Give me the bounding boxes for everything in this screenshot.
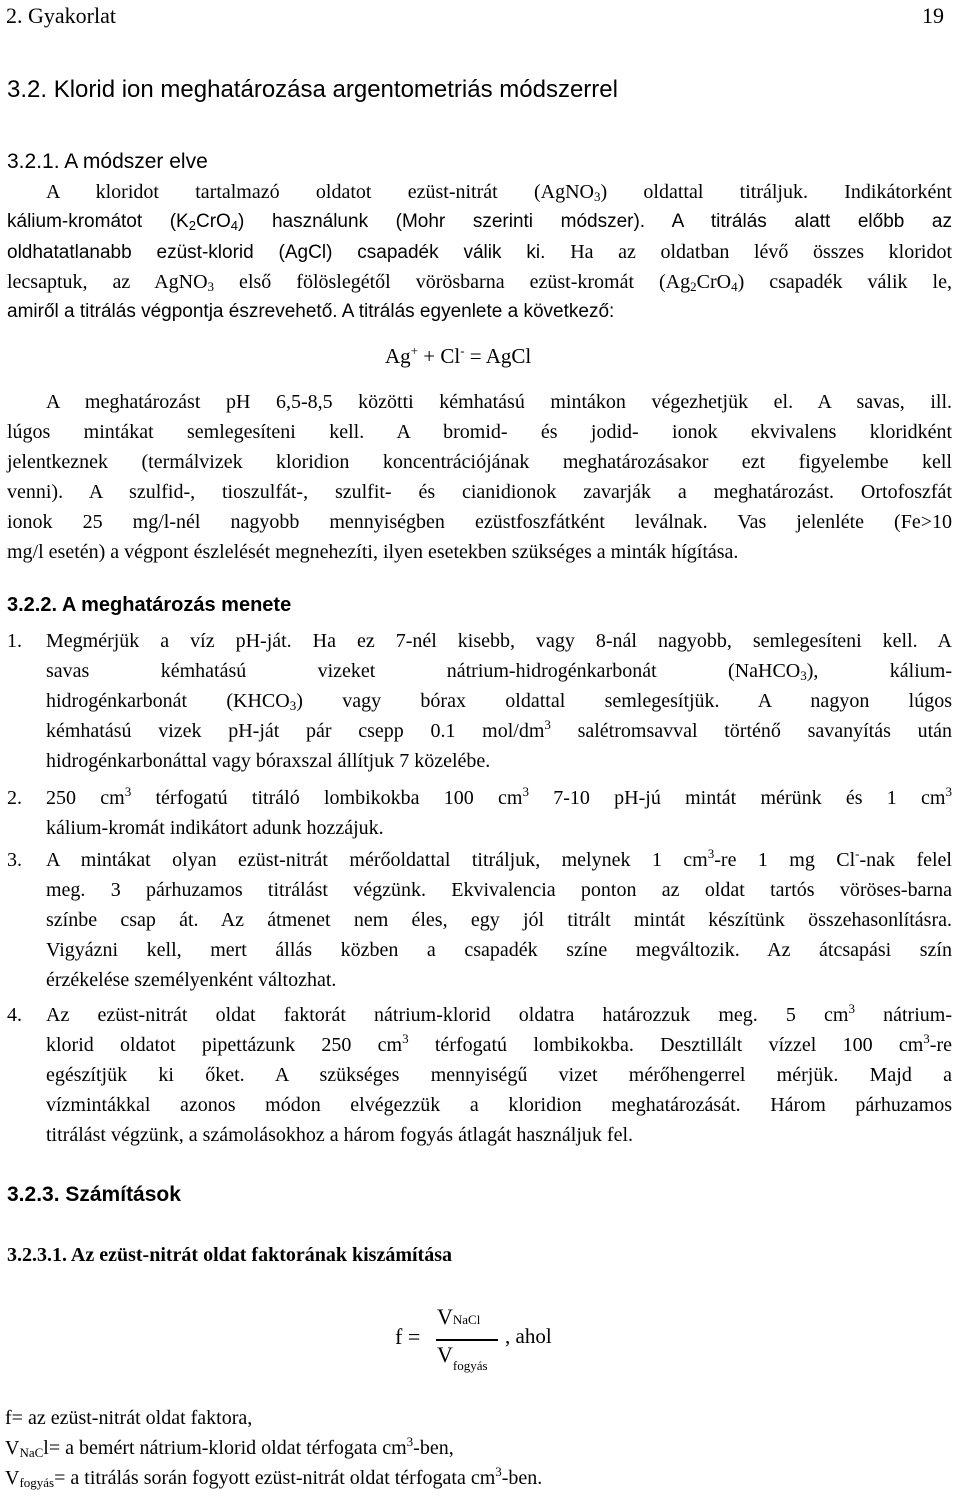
formula-lhs: f = <box>395 1324 421 1349</box>
paragraph-line: ionok 25 mg/l-nél nagyobb mennyiségben ezüstfoszfátként leválnak. Vas jelenléte (Fe>10 <box>7 511 952 533</box>
paragraph-line: amiről a titrálás végpontja észrevehető. A titrálás egyenlete a következő: <box>7 301 615 322</box>
chapter-header: 2. Gyakorlat <box>6 3 116 28</box>
formula-tail: , ahol <box>505 1324 552 1348</box>
list-item-number: 2. <box>7 787 22 809</box>
subsection-title-procedure: 3.2.2. A meghatározás menete <box>7 594 292 616</box>
list-item-line: hidrogénkarbonáttal vagy bóraxszal állítjuk 7 közelébe. <box>46 750 491 772</box>
definition-line: $V_{NaC}l= a$ bemért nátrium-klorid oldat térfogata $cm^3$-ben, <box>5 1434 454 1460</box>
page-number: 19 <box>922 3 944 28</box>
paragraph-line: kálium-kromátot $(K_2CrO_4)$ használunk (Mohr szerinti módszer). A titrálás alatt előbb az <box>7 211 952 233</box>
list-item-line: 250 $cm^3$ térfogatú titráló lombikokba 100 $cm^3$ 7-10 pH-jú mintát mérünk és 1 $cm^3$ <box>46 784 952 809</box>
formula-numerator: VNaCl <box>437 1304 481 1329</box>
list-item-line: savas kémhatású vizeket nátrium-hidrogénkarbonát (NaHCO$_3$), kálium- <box>46 660 952 683</box>
list-item-number: 3. <box>7 849 22 871</box>
formula-denominator: $V_{fogyás}$ <box>437 1342 488 1373</box>
titration-equation: Ag+ + Cl- = AgCl <box>385 343 532 368</box>
list-item-line: Az ezüst-nitrát oldat faktorát nátrium-klorid oldatra határozzuk meg. 5 $cm^3$ nátrium- <box>46 1001 952 1026</box>
list-item-number: 4. <box>7 1004 22 1026</box>
calculation-subtitle: 3.2.3.1. Az ezüst-nitrát oldat faktorának kiszámítása <box>7 1244 452 1266</box>
list-item-line: érzékelése személyenként változhat. <box>46 969 337 991</box>
subsection-title-principle: 3.2.1. A módszer elve <box>7 150 208 173</box>
definition-line: f= az ezüst-nitrát oldat faktora, <box>5 1407 253 1429</box>
list-item-line: Vigyázni kell, mert állás közben a csapadék színe megváltozik. Az átcsapási szín <box>46 939 952 961</box>
list-item-line: egészítjük ki őket. A szükséges mennyiségű vizet mérőhengerrel mérjük. Majd a <box>46 1064 952 1086</box>
list-item-line: meg. 3 párhuzamos titrálást végzünk. Ekvivalencia ponton az oldat tartós vöröses-barna <box>46 879 952 901</box>
list-item-line: titrálást végzünk, a számolásokhoz a három fogyás átlagát használjuk fel. <box>46 1124 634 1146</box>
list-item-line: kémhatású vizek pH-ját pár csepp 0.1 mol/$dm^3$ salétromsavval történő savanyítás után <box>46 717 953 742</box>
list-item-line: Megmérjük a víz pH-ját. Ha ez 7-nél kisebb, vagy 8-nál nagyobb, semlegesíteni kell. A <box>46 630 952 652</box>
list-item-line: klorid oldatot pipettázunk 250 $cm^3$ térfogatú lombikokba. Desztillált vízzel 100 $cm^3-re$ <box>46 1031 952 1056</box>
paragraph-line: A kloridot tartalmazó oldatot ezüst-nitrát (AgNO$_3$) oldattal titráljuk. Indikátorként <box>46 181 952 204</box>
paragraph-line: jelentkeznek (termálvizek kloridion koncentrációjának meghatározásakor ezt figyelembe kell <box>7 451 952 473</box>
paragraph-line: lecsaptuk, az AgNO$_3$ első fölöslegétől vörösbarna ezüst-kromát $(Ag_2CrO_4)$ csapadék válik le, <box>7 271 952 294</box>
list-item-number: 1. <box>7 630 22 652</box>
paragraph-line: lúgos mintákat semlegesíteni kell. A bromid- és jodid- ionok ekvivalens kloridként <box>7 421 952 443</box>
fraction-bar <box>436 1339 498 1341</box>
list-item-line: hidrogénkarbonát $(KHCO_3)$ vagy bórax oldattal semlegesítjük. A nagyon lúgos <box>46 690 952 713</box>
paragraph-line: mg/l esetén) a végpont észlelését megnehezíti, ilyen esetekben szükséges a minták hígítása. <box>7 541 739 563</box>
list-item-line: vízmintákkal azonos módon elvégezzük a kloridion meghatározását. Három párhuzamos <box>46 1094 952 1116</box>
paragraph-line: A meghatározást pH 6,5-8,5 közötti kémhatású mintákon végezhetjük el. A savas, ill. <box>46 391 952 413</box>
list-item-line: A mintákat olyan ezüst-nitrát mérőoldattal titráljuk, melynek 1 $cm^3-re$ 1 mg Cl--nak felel <box>46 846 952 871</box>
list-item-line: színbe csap át. Az átmenet nem éles, egy jól titrált mintát készítünk összehasonlításra. <box>46 909 952 931</box>
list-item-line: kálium-kromát indikátort adunk hozzájuk. <box>46 817 384 839</box>
paragraph-line: oldhatatlanabb ezüst-klorid (AgCl) csapadék válik ki. Ha az oldatban lévő összes kloridot <box>7 241 953 263</box>
subsection-title-calculations: 3.2.3. Számítások <box>7 1183 181 1206</box>
paragraph-line: venni). A szulfid-, tioszulfát-, szulfit- és cianidionok zavarják a meghatározást. Ortofoszfát <box>7 481 952 503</box>
section-title: 3.2. Klorid ion meghatározása argentometriás módszerrel <box>7 76 618 103</box>
definition-line: $V_{fogyás}= a$ titrálás során fogyott ezüst-nitrát oldat térfogata $cm^3$-ben. <box>5 1464 543 1490</box>
